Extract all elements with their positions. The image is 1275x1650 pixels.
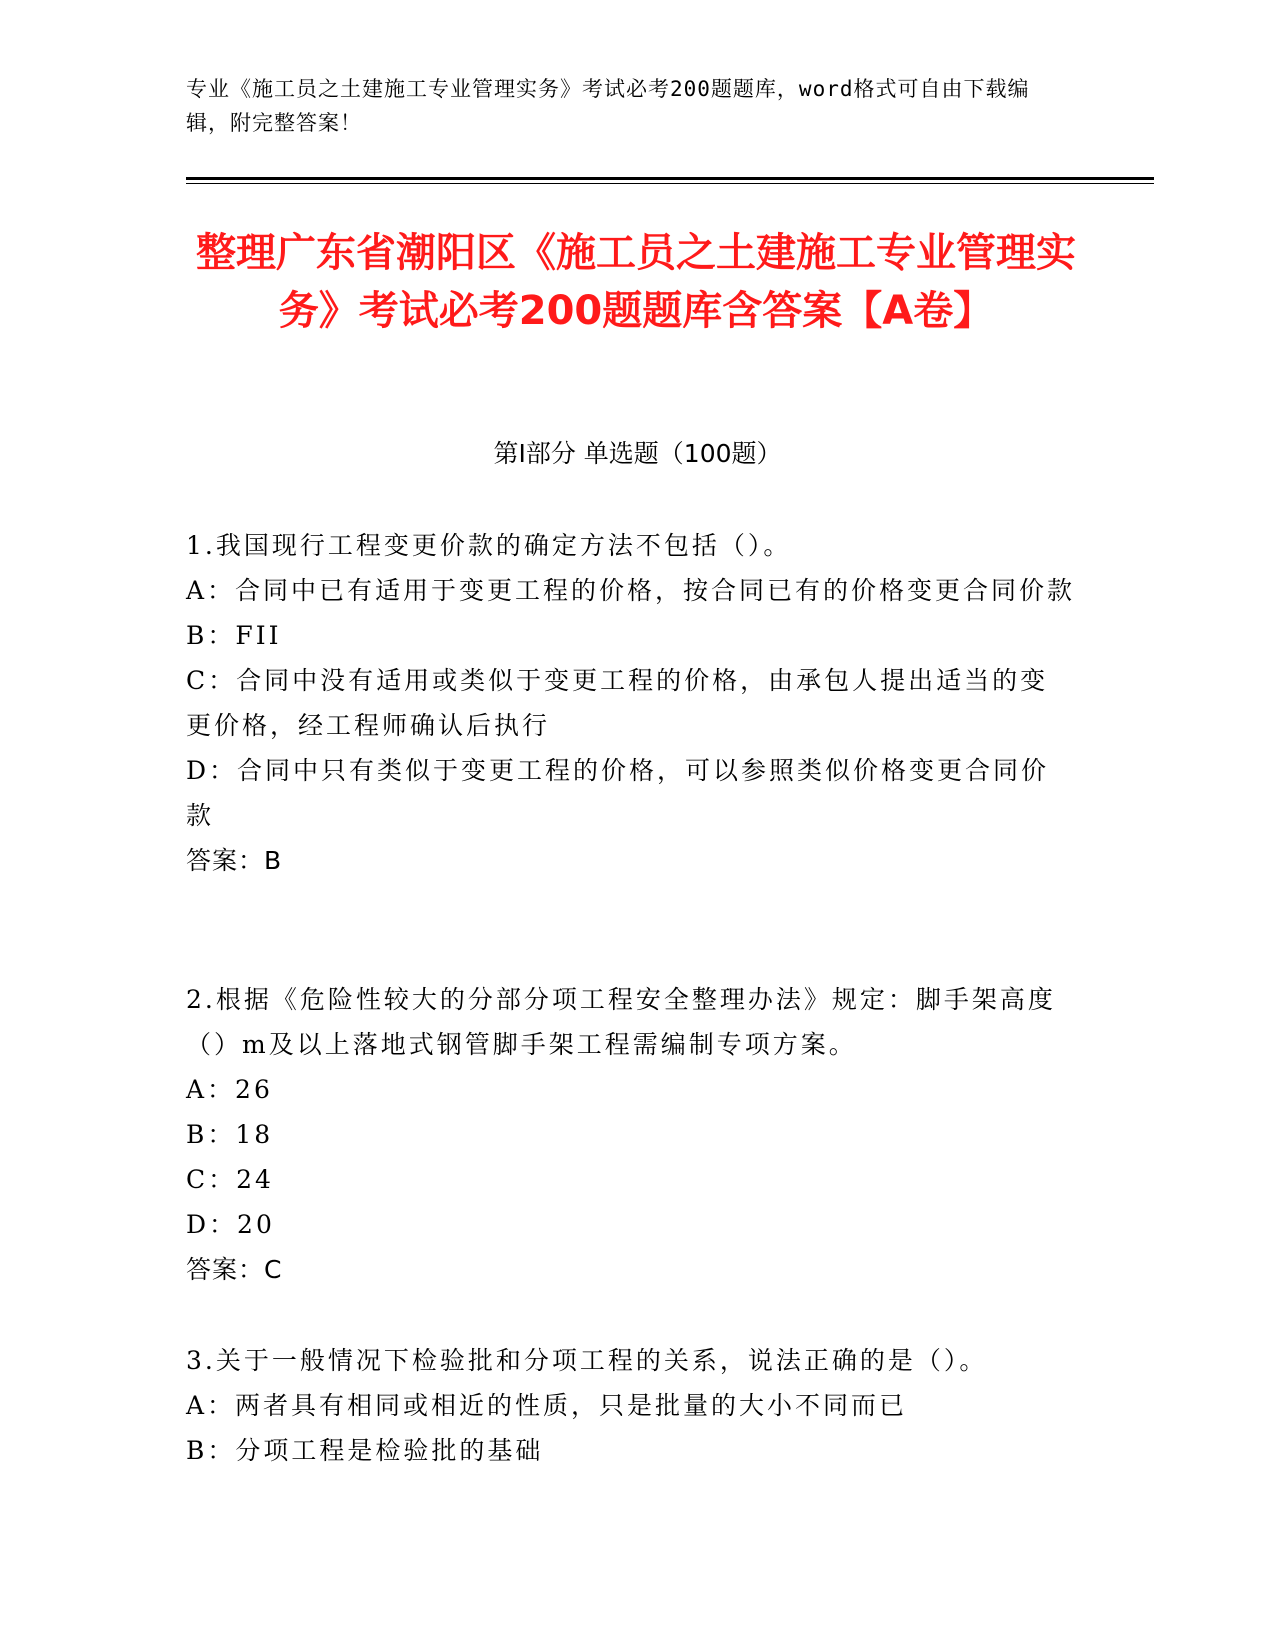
option-a: A：合同中已有适用于变更工程的价格，按合同已有的价格变更合同价款 [186, 576, 1076, 605]
question-block-2 [186, 977, 1076, 1292]
option-c: C：24 [186, 1165, 274, 1194]
option-b: B：分项工程是检验批的基础 [186, 1436, 544, 1465]
section-heading: 第I部分 单选题（100题） [493, 439, 782, 468]
option-a: A：两者具有相同或相近的性质，只是批量的大小不同而已 [186, 1391, 908, 1420]
option-c: C：合同中没有适用或类似于变更工程的价格，由承包人提出适当的变更价格，经工程师确认后执行 [186, 666, 1049, 740]
question-stem: 2.根据《危险性较大的分部分项工程安全整理办法》规定：脚手架高度（）m及以上落地式钢管脚手架工程需编制专项方案。 [186, 985, 1056, 1059]
question-stem: 1.我国现行工程变更价款的确定方法不包括（）。 [186, 531, 792, 560]
question-stem: 3.关于一般情况下检验批和分项工程的关系，说法正确的是（）。 [186, 1346, 988, 1375]
answer-line: 答案：B [186, 846, 283, 875]
header-divider-thick [186, 177, 1154, 180]
question-block-1 [186, 523, 1076, 883]
option-b: B：18 [186, 1120, 274, 1149]
answer-line: 答案：C [186, 1255, 283, 1284]
header-note: 专业《施工员之土建施工专业管理实务》考试必考200题题库，word格式可自由下载编辑，附完整答案！ [186, 77, 1030, 135]
option-a: A：26 [186, 1075, 273, 1104]
header-divider-thin [186, 183, 1154, 184]
document-title: 整理广东省潮阳区《施工员之土建施工专业管理实务》考试必考200题题库含答案【A卷】 [196, 230, 1076, 334]
option-b: B：FII [186, 621, 282, 650]
option-d: D：合同中只有类似于变更工程的价格，可以参照类似价格变更合同价款 [186, 756, 1050, 830]
option-d: D：20 [186, 1210, 275, 1239]
question-block-3 [186, 1338, 1076, 1473]
